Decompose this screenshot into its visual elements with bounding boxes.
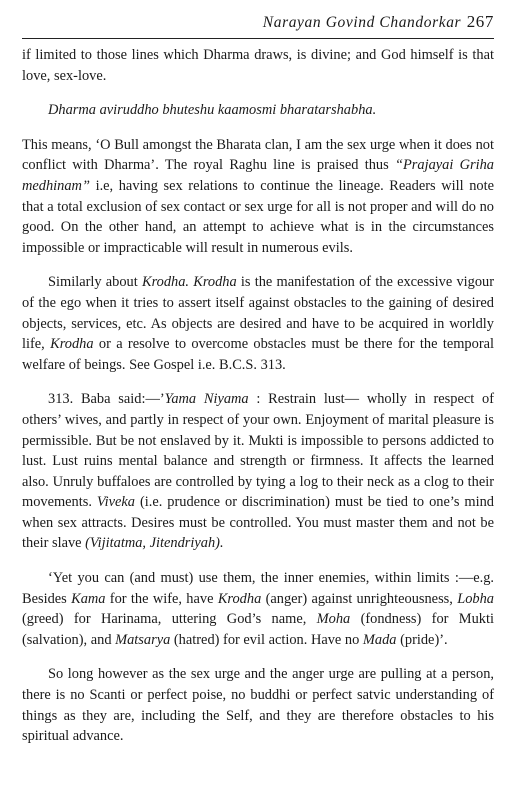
paragraph-obstacles: So long however as the sex urge and the anger urge are pulling at a person, there is no Scanti or perfect poise, no buddhi or perfect satvic understanding of things as they are, including the Self, and they are therefore obstacles to his spiritual advance. xyxy=(22,666,494,745)
running-head xyxy=(263,12,494,32)
text-run: This means, ‘O Bull amongst the Bharata clan, I am the sex urge when it does not conflict with Dharma’. The royal Raghu line is praised thus xyxy=(22,136,494,174)
text-run: : Restrain lust— wholly in respect of others’ wives, and partly in respect of your own. Enjoyment of marital pleasure is permissible. But be not enslaved by it. Mukti is impossible to persons addicted to lust. Lust ruins mental balance and strength or firmness. It affects the learned also. Unruly buffaloes are controlled by tying a log to their neck as a clog to their movements. xyxy=(22,391,494,511)
italic-term: Mada xyxy=(362,631,397,648)
page-body xyxy=(22,45,494,747)
text-run: (greed) for Harinama, uttering God’s name, xyxy=(22,611,317,628)
text-run: is the manifestation of the excessive vigour of the ego when it tries to assert itself against obstacles to the gaining of desired objects, services, etc. As objects are desired and have to be acquired in worldly life, xyxy=(22,274,495,353)
paragraph-313 xyxy=(22,389,494,554)
italic-term: Moha xyxy=(316,611,351,628)
italic-term: Lobha xyxy=(457,590,494,607)
running-head-title: Narayan Govind Chandorkar xyxy=(262,14,462,31)
text-run: (hatred) for evil action. Have no xyxy=(170,631,363,648)
paragraph-krodha xyxy=(22,272,494,375)
page-header xyxy=(22,8,494,39)
text-run: (fondness) for Mukti (salvation), and xyxy=(22,611,494,648)
italic-term: Krodha xyxy=(50,336,94,353)
text-run: for the wife, have xyxy=(105,590,218,607)
sanskrit-verse: Dharma aviruddho bhuteshu kaamosmi bharatarshabha. xyxy=(48,102,377,119)
italic-term: Yama Niyama xyxy=(164,391,249,408)
text-run: ‘Yet you can (and must) use them, the inner enemies, within limits :—e.g. Besides xyxy=(22,570,494,607)
italic-term: Matsarya xyxy=(115,631,171,648)
italic-term: Viveka xyxy=(96,494,135,511)
text-run: i.e, having sex relations to continue the lineage. Readers will note that a total exclusion of sex contact or sex urge for all is not proper and will do no good. On the other hand, an attempt to achieve what is in the circumstances impossible or impracticable will result in numerous evils. xyxy=(22,177,494,256)
text-run: 313. Baba said:—’ xyxy=(48,391,165,408)
italic-quote: “Prajayai Griha medhinam” xyxy=(22,157,495,194)
italic-term: Krodha. Krodha xyxy=(141,274,237,291)
text-run: (anger) against unrighteousness, xyxy=(261,590,458,607)
page-number: 267 xyxy=(466,12,494,31)
italic-term: (Vijitatma, Jitendriyah). xyxy=(85,535,224,552)
paragraph-inner-enemies xyxy=(22,568,494,650)
italic-term: Kama xyxy=(71,590,106,607)
text-run: (pride)’. xyxy=(396,631,448,648)
paragraph-continuation: if limited to those lines which Dharma draws, is divine; and God himself is that love, sex-love. xyxy=(22,47,494,84)
paragraph-sex-urge xyxy=(22,135,494,259)
text-run: or a resolve to overcome obstacles must be there for the temporal welfare of beings. See Gospel i.e. B.C.S. 313. xyxy=(22,336,494,373)
text-run: (i.e. prudence or discrimination) must be tied to one’s mind when sex attracts. Desires must be controlled. You must master them and not be their slave xyxy=(22,494,494,552)
text-run: Similarly about xyxy=(48,274,142,291)
italic-term: Krodha xyxy=(217,590,262,607)
